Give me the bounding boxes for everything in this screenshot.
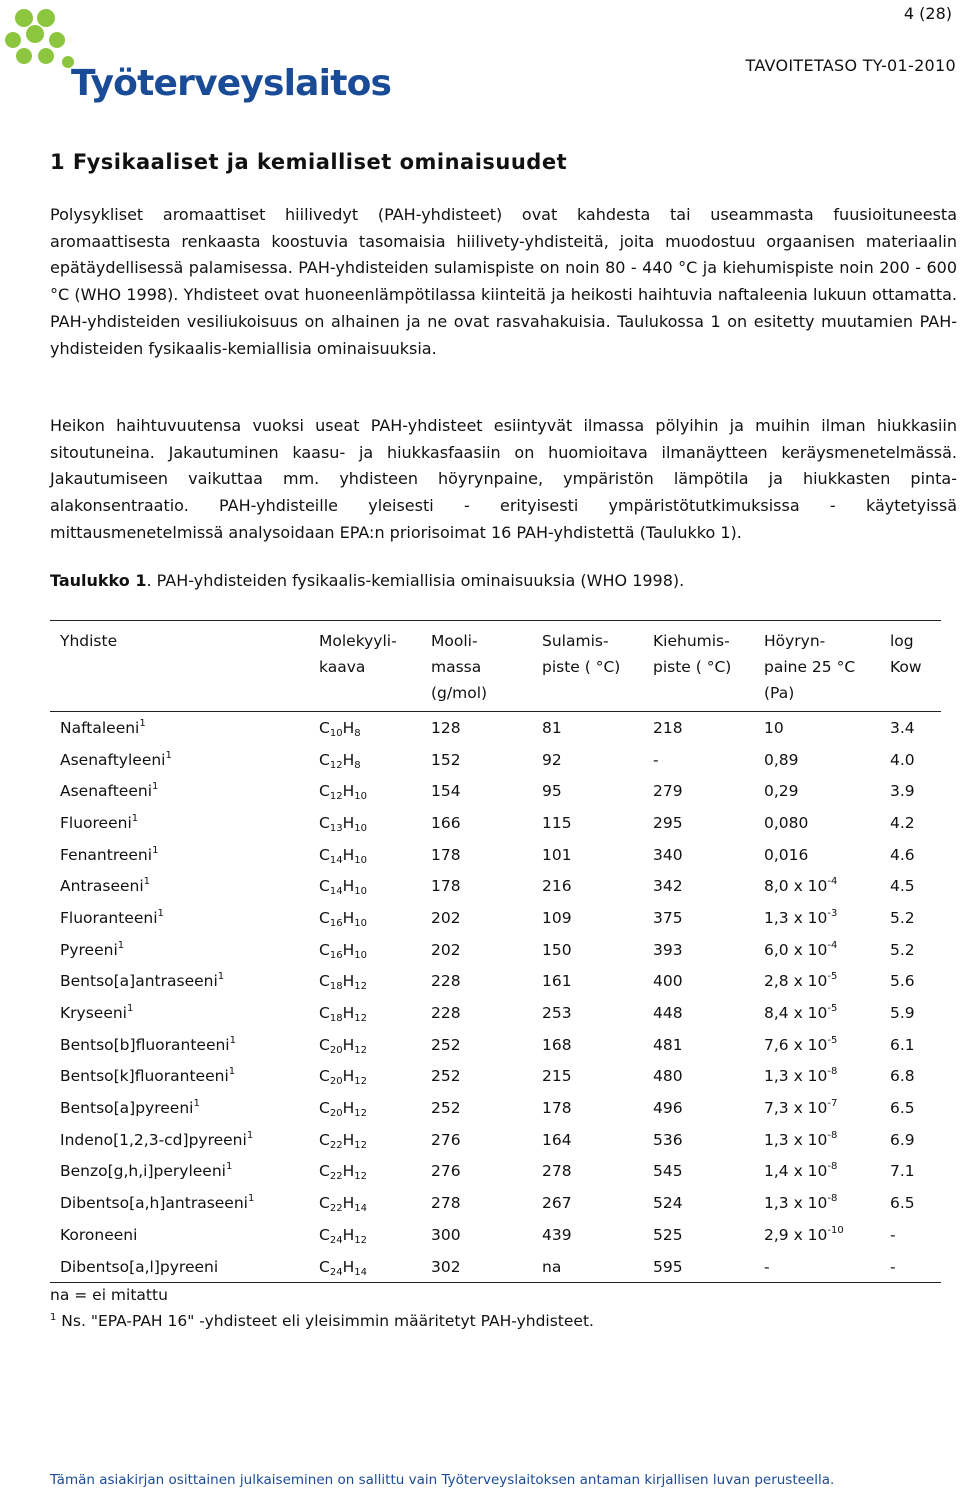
cell-formula: $C_{22}H_{12}$ [319,1162,367,1183]
cell-vapour-pressure: 8,4 x $10^{-5}$ [764,1003,838,1023]
cell-melting-point: 92 [542,750,562,769]
cell-compound: Bentso[a]antraseeni$^1$ [60,971,225,991]
cell-formula: $C_{16}H_{10}$ [319,908,367,929]
cell-melting-point: 161 [542,972,572,991]
header-boiling-point: Kiehumis- piste ( °C) [653,632,732,676]
cell-molar-mass: 178 [431,845,461,864]
cell-molar-mass: 252 [431,1067,461,1086]
cell-vapour-pressure: 8,0 x $10^{-4}$ [764,876,838,896]
cell-boiling-point: - [653,750,659,769]
table-row [50,997,941,1029]
cell-boiling-point: 375 [653,908,683,927]
table-row [50,807,941,839]
cell-molar-mass: 202 [431,908,461,927]
cell-melting-point: 439 [542,1225,572,1244]
cell-log-kow: 4.2 [890,813,915,832]
cell-boiling-point: 218 [653,718,683,737]
cell-boiling-point: 536 [653,1130,683,1149]
epa-mark: 1 [127,1003,134,1015]
cell-formula: $C_{16}H_{10}$ [319,940,367,961]
properties-table [50,620,941,1283]
cell-compound: Dibentso[a,h]antraseeni$^1$ [60,1193,255,1213]
table-row [50,1061,941,1093]
cell-compound: Fluoranteeni$^1$ [60,907,164,927]
table-row [50,1219,941,1251]
cell-log-kow: - [890,1225,896,1244]
cell-compound: Fenantreeni$^1$ [60,844,159,864]
cell-melting-point: 267 [542,1194,572,1213]
cell-melting-point: 278 [542,1162,572,1181]
table-caption-label: Taulukko 1 [50,571,147,590]
cell-boiling-point: 295 [653,813,683,832]
cell-compound: Kryseeni$^1$ [60,1003,134,1023]
cell-vapour-pressure: 2,8 x $10^{-5}$ [764,971,838,991]
cell-vapour-pressure: 0,29 [764,782,799,801]
cell-melting-point: 253 [542,1004,572,1023]
cell-formula: $C_{22}H_{12}$ [319,1130,367,1151]
epa-mark: 1 [225,1161,233,1173]
cell-vapour-pressure: 0,016 [764,845,809,864]
table-row [50,1156,941,1188]
cell-log-kow: 5.9 [890,1004,915,1023]
cell-compound: Indeno[1,2,3-cd]pyreeni$^1$ [60,1129,254,1149]
cell-boiling-point: 340 [653,845,683,864]
cell-vapour-pressure: 7,6 x $10^{-5}$ [764,1034,838,1054]
cell-molar-mass: 154 [431,782,461,801]
cell-compound: Fluoreeni$^1$ [60,812,139,832]
table-row [50,744,941,776]
cell-molar-mass: 252 [431,1035,461,1054]
table-row [50,1029,941,1061]
cell-formula: $C_{12}H_8$ [319,750,361,771]
cell-boiling-point: 448 [653,1004,683,1023]
cell-formula: $C_{20}H_{12}$ [319,1099,367,1120]
cell-melting-point: 150 [542,940,572,959]
cell-log-kow: 4.5 [890,877,915,896]
cell-formula: $C_{18}H_{12}$ [319,1004,367,1025]
epa-mark: 1 [143,876,151,888]
cell-compound: Antraseeni$^1$ [60,876,151,896]
cell-molar-mass: 166 [431,813,461,832]
cell-compound: Bentso[k]fluoranteeni$^1$ [60,1066,236,1086]
cell-log-kow: 4.0 [890,750,915,769]
epa-mark: 1 [117,939,125,951]
cell-compound: Dibentso[a,l]pyreeni [60,1257,219,1276]
cell-compound: Benzo[g,h,i]peryleeni$^1$ [60,1161,233,1181]
cell-log-kow: 7.1 [890,1162,915,1181]
cell-melting-point: 164 [542,1130,572,1149]
cell-vapour-pressure: 1,4 x $10^{-8}$ [764,1161,838,1181]
table-row [50,966,941,998]
footer-disclaimer: Tämän asiakirjan osittainen julkaiseminen on sallittu vain Työterveyslaitoksen antaman kirjallisen luvan perusteella. [50,1472,835,1488]
cell-boiling-point: 481 [653,1035,683,1054]
cell-vapour-pressure: 1,3 x $10^{-8}$ [764,1066,838,1086]
cell-log-kow: 5.6 [890,972,915,991]
header-melting-point: Sulamis- piste ( °C) [542,632,621,676]
table-row [50,1251,941,1283]
cell-formula: $C_{24}H_{12}$ [319,1225,367,1246]
cell-compound: Asenafteeni$^1$ [60,781,159,801]
note-na: na = ei mitattu [50,1286,168,1304]
cell-formula: $C_{20}H_{12}$ [319,1067,367,1088]
epa-mark: 1 [246,1129,254,1141]
table-row [50,934,941,966]
cell-molar-mass: 302 [431,1257,461,1276]
section-title: 1 Fysikaaliset ja kemialliset ominaisuudet [50,150,568,174]
cell-vapour-pressure: 1,3 x $10^{-3}$ [764,907,838,927]
cell-molar-mass: 252 [431,1099,461,1118]
cell-molar-mass: 228 [431,972,461,991]
cell-compound: Koroneeni [60,1225,138,1244]
epa-mark: 1 [247,1193,255,1205]
cell-log-kow: 6.1 [890,1035,915,1054]
logo-text: Työterveyslaitos [71,63,392,104]
cell-vapour-pressure: 6,0 x $10^{-4}$ [764,939,838,959]
table-row [50,870,941,902]
cell-boiling-point: 480 [653,1067,683,1086]
epa-mark: 1 [217,971,225,983]
cell-molar-mass: 276 [431,1162,461,1181]
cell-log-kow: - [890,1257,896,1276]
cell-boiling-point: 545 [653,1162,683,1181]
cell-melting-point: 216 [542,877,572,896]
cell-molar-mass: 178 [431,877,461,896]
cell-log-kow: 5.2 [890,940,915,959]
cell-log-kow: 4.6 [890,845,915,864]
cell-boiling-point: 525 [653,1225,683,1244]
table-row [50,1124,941,1156]
paragraph-1: Polysykliset aromaattiset hiilivedyt (PAH-yhdisteet) ovat kahdesta tai useammasta fuusioituneesta aromaattisesta renkaasta koostuvia tasomaisia hiilivety-yhdisteitä, joita muodostuu orgaanisen materiaalin epätäydellisessä palamisessa. PAH-yhdisteiden sulamispiste on noin 80 - 440 °C ja kiehumispiste noin 200 - 600 °C (WHO 1998). Yhdisteet ovat huoneenlämpötilassa kiinteitä ja heikosti haihtuvia naftaleenia lukuun ottamatta. PAH-yhdisteiden vesiliukoisuus on alhainen ja ne ovat rasvahakuisia. Taulukossa 1 on esitetty muutamien PAH-yhdisteiden fysikaalis-kemiallisia ominaisuuksia. [50,205,957,358]
cell-compound: Bentso[b]fluoranteeni$^1$ [60,1034,236,1054]
cell-vapour-pressure: 0,080 [764,813,809,832]
table-caption-text: . PAH-yhdisteiden fysikaalis-kemiallisia ominaisuuksia (WHO 1998). [146,571,685,590]
table-row [50,902,941,934]
cell-log-kow: 6.9 [890,1130,915,1149]
cell-log-kow: 6.5 [890,1099,915,1118]
cell-formula: $C_{12}H_{10}$ [319,782,367,803]
cell-compound: Pyreeni$^1$ [60,939,125,959]
cell-boiling-point: 393 [653,940,683,959]
epa-mark: 1 [152,781,159,793]
cell-melting-point: na [542,1257,562,1276]
document-code: TAVOITETASO TY-01-2010 [745,56,956,75]
cell-log-kow: 3.4 [890,718,915,737]
epa-mark: 1 [228,1066,236,1078]
cell-vapour-pressure: 0,89 [764,750,799,769]
table-row [50,712,941,744]
cell-molar-mass: 228 [431,1004,461,1023]
logo [4,4,392,114]
note-epa [50,1312,594,1330]
header-compound: Yhdiste [60,632,118,650]
epa-mark: 1 [131,812,139,824]
cell-boiling-point: 342 [653,877,683,896]
cell-molar-mass: 128 [431,718,461,737]
cell-vapour-pressure: 2,9 x $10^{-10}$ [764,1224,844,1244]
cell-formula: $C_{14}H_{10}$ [319,845,367,866]
epa-mark: 1 [229,1034,236,1046]
epa-mark: 1 [157,907,164,919]
cell-vapour-pressure: 1,3 x $10^{-8}$ [764,1193,838,1213]
cell-melting-point: 95 [542,782,562,801]
cell-log-kow: 6.5 [890,1194,915,1213]
cell-formula: $C_{13}H_{10}$ [319,813,367,834]
table-row [50,1187,941,1219]
cell-formula: $C_{20}H_{12}$ [319,1035,367,1056]
cell-boiling-point: 400 [653,972,683,991]
cell-compound: Naftaleeni$^1$ [60,717,146,737]
cell-molar-mass: 202 [431,940,461,959]
cell-compound: Bentso[a]pyreeni$^1$ [60,1098,200,1118]
table-header-row [50,621,941,712]
table-row [50,775,941,807]
table-row [50,1092,941,1124]
logo-mark-icon [4,4,76,84]
cell-formula: $C_{10}H_8$ [319,718,361,739]
cell-melting-point: 101 [542,845,572,864]
cell-vapour-pressure: 1,3 x $10^{-8}$ [764,1129,838,1149]
note-epa-mark: 1 [50,1312,57,1323]
cell-formula: $C_{14}H_{10}$ [319,877,367,898]
cell-formula: $C_{22}H_{14}$ [319,1194,367,1215]
cell-formula: $C_{18}H_{12}$ [319,972,367,993]
cell-molar-mass: 152 [431,750,461,769]
cell-vapour-pressure: - [764,1257,770,1276]
epa-mark: 1 [193,1098,200,1110]
paragraph-2: Heikon haihtuvuutensa vuoksi useat PAH-yhdisteet esiintyvät ilmassa pölyihin ja muihin ilman hiukkasiin sitoutuneina. Jakautuminen kaasu- ja hiukkasfaasiin on huomioitava ilmanäytteen keräysmenetelmässä. Jakautumiseen vaikuttaa mm. yhdisteen höyrynpaine, ympäristön lämpötila ja hiukkasten pinta-alakonsentraatio. PAH-yhdisteille yleisesti - erityisesti ympäristötutkimuksissa - käytetyissä mittausmenetelmissä analysoidaan EPA:n priorisoimat 16 PAH-yhdistettä (Taulukko 1). [50,416,957,542]
table-row [50,839,941,871]
header-molar-mass: Mooli- massa (g/mol) [431,632,488,702]
cell-melting-point: 215 [542,1067,572,1086]
cell-molar-mass: 300 [431,1225,461,1244]
cell-log-kow: 6.8 [890,1067,915,1086]
cell-boiling-point: 279 [653,782,683,801]
cell-formula: $C_{24}H_{14}$ [319,1257,367,1278]
cell-boiling-point: 524 [653,1194,683,1213]
cell-log-kow: 3.9 [890,782,915,801]
epa-mark: 1 [165,749,172,761]
cell-vapour-pressure: 7,3 x $10^{-7}$ [764,1098,838,1118]
cell-boiling-point: 496 [653,1099,683,1118]
cell-melting-point: 81 [542,718,562,737]
header-log-kow: log Kow [890,632,922,676]
cell-melting-point: 168 [542,1035,572,1054]
cell-molar-mass: 278 [431,1194,461,1213]
cell-molar-mass: 276 [431,1130,461,1149]
header-vapour-pressure: Höyryn- paine 25 °C (Pa) [764,632,856,702]
cell-melting-point: 109 [542,908,572,927]
cell-vapour-pressure: 10 [764,718,784,737]
epa-mark: 1 [152,844,159,856]
cell-melting-point: 115 [542,813,572,832]
epa-mark: 1 [139,717,146,729]
note-epa-text: Ns. "EPA-PAH 16" -yhdisteet eli yleisimmin määritetyt PAH-yhdisteet. [56,1312,594,1330]
cell-melting-point: 178 [542,1099,572,1118]
page-number: 4 (28) [903,4,952,23]
cell-log-kow: 5.2 [890,908,915,927]
cell-boiling-point: 595 [653,1257,683,1276]
cell-compound: Asenaftyleeni$^1$ [60,749,172,769]
table-caption [50,571,684,590]
header-formula: Molekyyli- kaava [319,632,397,676]
